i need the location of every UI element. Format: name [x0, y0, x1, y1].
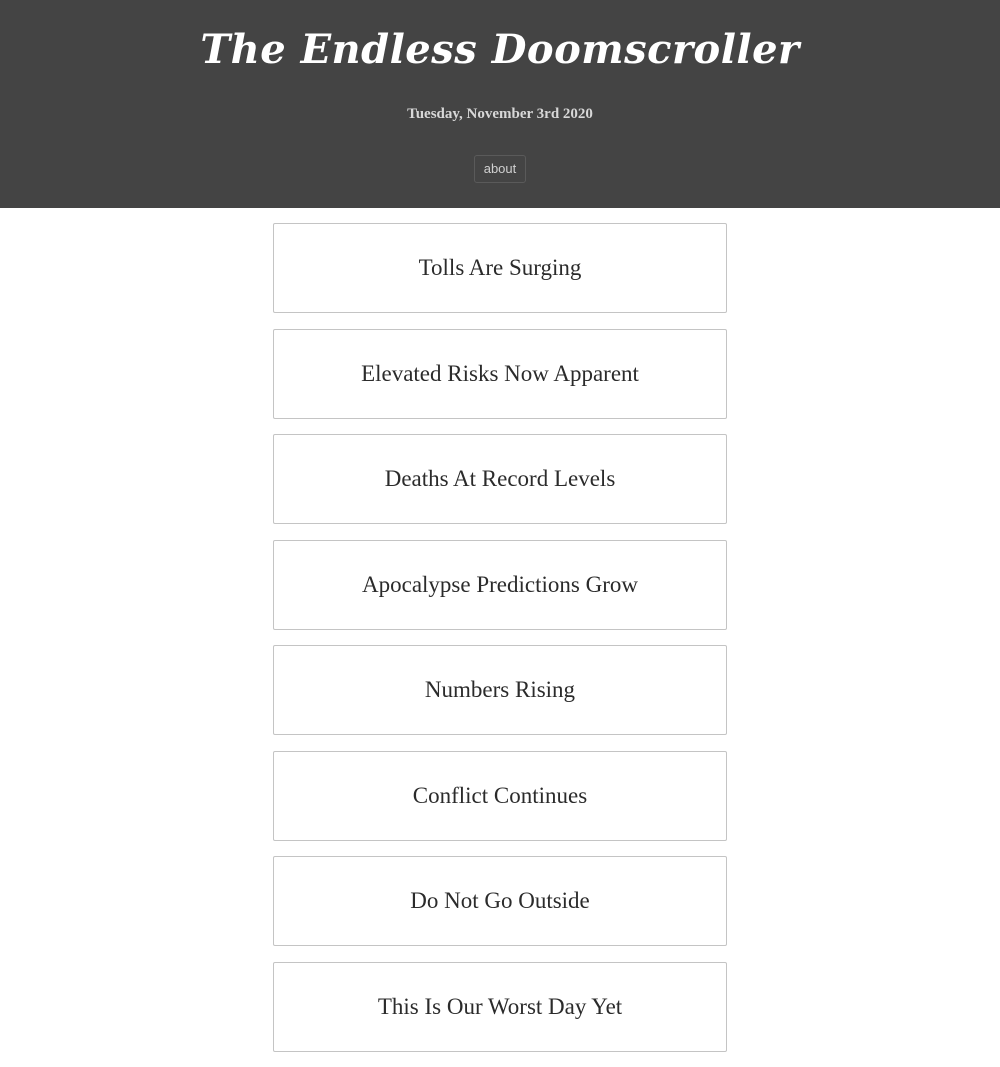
about-button[interactable]: about — [474, 155, 526, 183]
headline-title: Do Not Go Outside — [410, 888, 590, 913]
headline-card[interactable] — [273, 434, 727, 524]
site-header — [0, 0, 1000, 208]
headline-card[interactable] — [273, 856, 727, 946]
current-date: Tuesday, November 3rd 2020 — [407, 106, 593, 122]
headline-card[interactable] — [273, 645, 727, 735]
headline-title: This Is Our Worst Day Yet — [377, 993, 623, 1019]
site-title: The Endless Doomscroller — [200, 26, 800, 73]
headline-title: Apocalypse Predictions Grow — [362, 571, 638, 597]
headline-card[interactable] — [273, 962, 727, 1052]
headline-title: Tolls Are Surging — [418, 255, 582, 280]
headline-card[interactable] — [273, 223, 727, 313]
headline-title: Deaths At Record Levels — [384, 466, 616, 491]
headline-title: Conflict Continues — [412, 782, 588, 808]
headline-feed — [273, 223, 727, 1067]
headline-card[interactable] — [273, 540, 727, 630]
headline-card[interactable] — [273, 329, 727, 419]
headline-card[interactable] — [273, 751, 727, 841]
headline-title: Elevated Risks Now Apparent — [361, 360, 639, 386]
headline-title: Numbers Rising — [424, 677, 576, 702]
